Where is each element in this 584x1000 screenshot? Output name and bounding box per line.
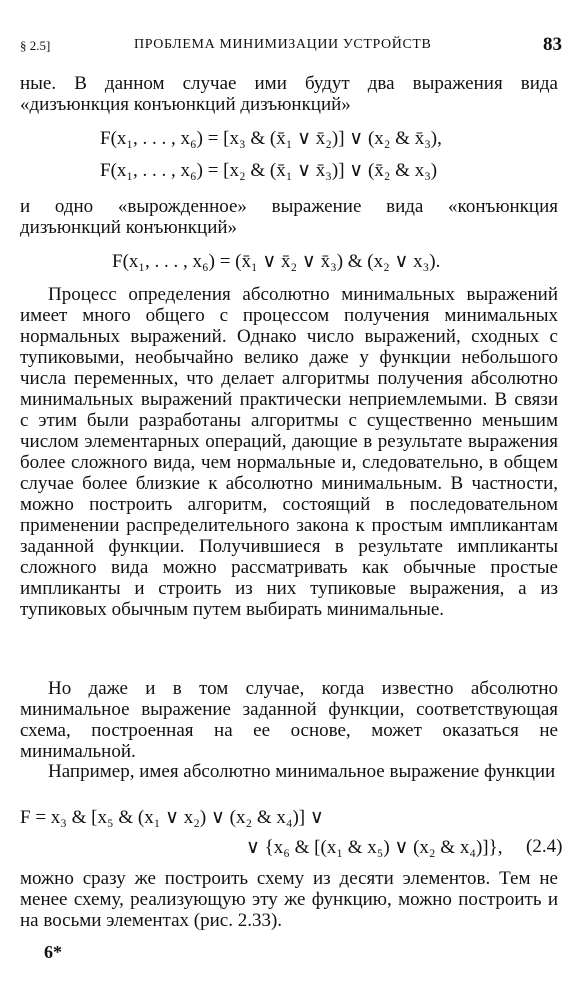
paragraph-5: Например, имея абсолютно минимальное выражение функции — [48, 761, 556, 782]
running-title: ПРОБЛЕМА МИНИМИЗАЦИИ УСТРОЙСТВ — [134, 37, 432, 52]
formula-4-line-1: F = x₃ & [x₅ & (x₁ ∨ x₂) ∨ (x₂ & x₄)] ∨ — [20, 807, 324, 828]
paragraph-6: можно сразу же построить схему из десяти элементов. Тем не менее схему, реализующую эту же функцию, можно построить и на восьми элементах (рис. 2.33). — [20, 868, 558, 931]
formula-2: F(x₁, . . . , x₆) = [x₂ & (x̄₁ ∨ x̄₃)] ∨ (x̄₂ & x₃) — [100, 160, 438, 181]
formula-3: F(x₁, . . . , x₆) = (x̄₁ ∨ x̄₂ ∨ x̄₃) & (x₂ ∨ x₃). — [112, 251, 441, 272]
formula-1: F(x₁, . . . , x₆) = [x₃ & (x̄₁ ∨ x̄₂)] ∨ (x₂ & x̄₃), — [100, 128, 442, 149]
paragraph-2: и одно «вырожденное» выражение вида «конъюнкция дизъюнкций конъюнкций» — [20, 196, 558, 238]
paragraph-3: Процесс определения абсолютно минимальных выражений имеет много общего с процессом получения минимальных нормальных выражений. Однако число выражений, сходных с тупиковыми, необычайно велико даже у функции небольшого числа переменных, что делает алгоритмы получения абсолютно минимальных выражений практически неприемлемыми. В связи с этим были разработаны алгоритмы с существенно меньшим числом элементарных операций, дающие в результате выражения более сложного вида, чем нормальные и, следовательно, в общем случае более близкие к абсолютно минимальным. В частности, можно построить алгоритм, состоящий в последовательном применении распределительного закона к простым импликантам заданной функции. Получившиеся в результате импликанты сложного вида можно рассматривать как обычные простые импликанты и строить из них тупиковые выражения, а из тупиковых обычным путем выбирать минимальные. — [20, 284, 558, 620]
signature-mark: 6* — [44, 942, 62, 962]
running-header — [20, 30, 562, 60]
section-ref: § 2.5] — [20, 38, 51, 53]
formula-4-line-2: ∨ {x₆ & [(x₁ & x₅) ∨ (x₂ & x₄)]}, — [246, 837, 503, 858]
page-number: 83 — [543, 34, 562, 55]
paragraph-1: ные. В данном случае ими будут два выражения вида «дизъюнкция конъюнкций дизъюнкций» — [20, 73, 558, 115]
equation-number: (2.4) — [526, 836, 563, 857]
paragraph-4: Но даже и в том случае, когда известно абсолютно минимальное выражение заданной функции, соответствующая схема, построенная на ее основе, может оказаться не минимальной. — [20, 678, 558, 762]
